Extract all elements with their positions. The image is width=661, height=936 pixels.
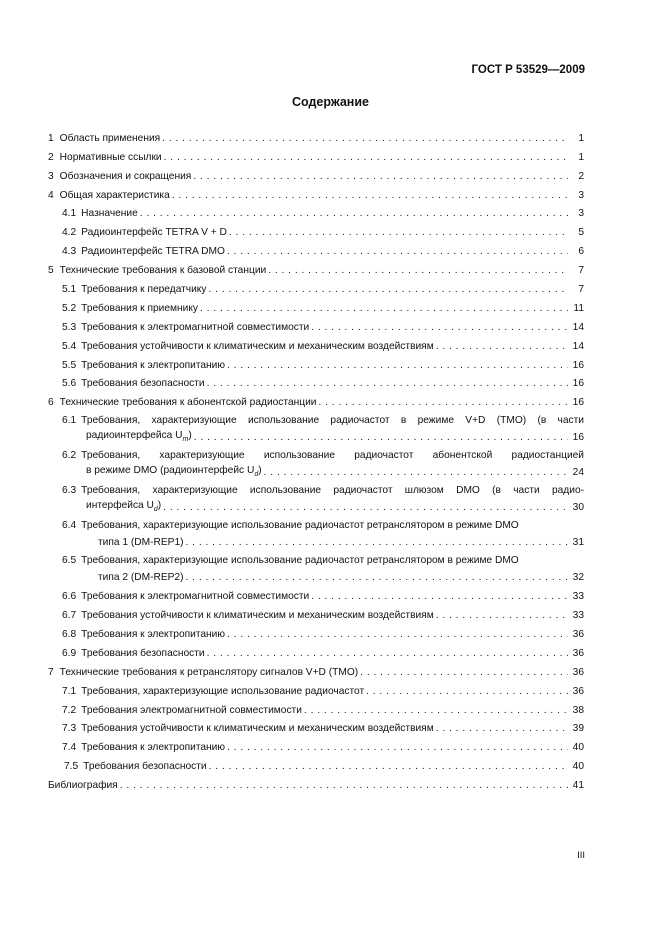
toc-entry[interactable] — [48, 734, 584, 753]
leader-dots — [200, 303, 568, 314]
toc-title: Нормативные ссылки — [59, 151, 162, 163]
toc-page: 3 — [578, 208, 584, 220]
toc-entry[interactable] — [48, 408, 584, 443]
toc-page: 31 — [572, 537, 584, 549]
toc-title-cont: типа 2 (DM-REP2) — [98, 572, 184, 584]
toc-entry[interactable] — [48, 678, 584, 697]
leader-dots — [172, 190, 568, 201]
toc-page: 3 — [578, 189, 584, 201]
leader-dots — [268, 265, 568, 276]
leader-dots — [436, 341, 568, 352]
toc-entry[interactable] — [48, 621, 584, 640]
toc-entry[interactable] — [48, 602, 584, 621]
toc-number: 4 — [48, 189, 54, 201]
leader-dots — [194, 432, 568, 443]
table-of-contents — [48, 125, 584, 791]
toc-entry[interactable] — [48, 548, 584, 583]
toc-page: 6 — [578, 246, 584, 258]
toc-entry[interactable] — [48, 333, 584, 352]
toc-page: 41 — [572, 780, 584, 792]
toc-page: 36 — [572, 685, 584, 697]
toc-page: 32 — [572, 572, 584, 584]
toc-title-cont: радиоинтерфейса $U_m$) — [86, 430, 192, 444]
toc-entry[interactable] — [48, 753, 584, 772]
toc-number: 6.6 — [62, 591, 77, 603]
toc-page: 16 — [572, 397, 584, 409]
leader-dots — [311, 591, 568, 602]
toc-entry[interactable] — [48, 201, 584, 220]
toc-page: 33 — [572, 610, 584, 622]
toc-page: 36 — [572, 666, 584, 678]
toc-entry[interactable] — [48, 276, 584, 295]
toc-entry[interactable] — [48, 716, 584, 735]
leader-dots — [264, 467, 568, 478]
toc-entry[interactable] — [48, 125, 584, 144]
toc-page: 16 — [572, 378, 584, 390]
toc-number: 5.1 — [62, 284, 77, 296]
toc-title: Требования к передатчику — [81, 284, 207, 296]
leader-dots — [207, 648, 568, 659]
leader-dots — [304, 705, 568, 716]
toc-title: Радиоинтерфейс TETRA V + D — [81, 227, 227, 239]
toc-title: Требования, характеризующие использование радиочастот ретранслятором в режиме DMO — [81, 554, 519, 566]
toc-number: 5.6 — [62, 378, 77, 390]
toc-title: Требования устойчивости к климатическим и механическим воздействиям — [81, 340, 434, 352]
toc-title: Обозначения и сокращения — [59, 170, 192, 182]
leader-dots — [436, 610, 568, 621]
leader-dots — [318, 397, 568, 408]
toc-entry[interactable] — [48, 513, 584, 548]
leader-dots — [207, 378, 568, 389]
toc-number: 7.4 — [62, 742, 77, 754]
toc-title: Требования, характеризующие использование радиочастот абонентской радиостанцией — [81, 449, 584, 461]
toc-title: Требования к электропитанию — [81, 629, 225, 641]
toc-title: Требования, характеризующие использование радиочастот в режиме V+D (TMO) (в части — [81, 414, 584, 426]
leader-dots — [366, 686, 568, 697]
toc-page: 7 — [578, 265, 584, 277]
toc-entry[interactable] — [48, 182, 584, 201]
toc-page: 36 — [572, 629, 584, 641]
toc-title: Требования к приемнику — [81, 302, 198, 314]
toc-page: 16 — [572, 359, 584, 371]
toc-entry[interactable] — [48, 352, 584, 371]
toc-number: 4.3 — [62, 246, 77, 258]
toc-entry[interactable] — [48, 144, 584, 163]
toc-number: 4.1 — [62, 208, 77, 220]
toc-title: Требования к электромагнитной совместимости — [81, 591, 310, 603]
toc-title-cont: типа 1 (DM-REP1) — [98, 537, 184, 549]
toc-number: 6 — [48, 397, 54, 409]
leader-dots — [164, 152, 568, 163]
toc-entry[interactable] — [48, 772, 584, 791]
toc-entry[interactable] — [48, 697, 584, 716]
toc-page: 11 — [573, 302, 584, 314]
leader-dots — [120, 780, 568, 791]
toc-title: Требования, характеризующие использование радиочастот — [81, 685, 365, 697]
toc-entry[interactable] — [48, 295, 584, 314]
leader-dots — [186, 537, 569, 548]
leader-dots — [311, 322, 568, 333]
toc-number: 6.3 — [62, 484, 77, 496]
toc-number: 7 — [48, 666, 54, 678]
toc-number: 6.9 — [62, 647, 77, 659]
toc-number: 4.2 — [62, 227, 77, 239]
toc-page: 1 — [578, 132, 584, 144]
leader-dots — [227, 629, 568, 640]
toc-title: Требования, характеризующие использование радиочастот ретранслятором в режиме DMO — [81, 519, 519, 531]
toc-entry[interactable] — [48, 163, 584, 182]
leader-dots — [163, 502, 568, 513]
toc-entry[interactable] — [48, 314, 584, 333]
toc-entry[interactable] — [48, 389, 584, 408]
leader-dots — [227, 360, 568, 371]
toc-number: 6.1 — [62, 414, 77, 426]
page-title: Содержание — [291, 95, 369, 109]
leader-dots — [360, 667, 568, 678]
toc-entry[interactable] — [48, 659, 584, 678]
toc-page: 2 — [578, 170, 584, 182]
leader-dots — [227, 246, 568, 257]
toc-entry[interactable] — [48, 238, 584, 257]
toc-number: 5.2 — [62, 302, 77, 314]
toc-page: 24 — [572, 467, 584, 479]
toc-page: 5 — [578, 227, 584, 239]
toc-entry[interactable] — [48, 219, 584, 238]
leader-dots — [436, 723, 568, 734]
leader-dots — [162, 133, 568, 144]
toc-page: 40 — [572, 742, 584, 754]
toc-title: Назначение — [81, 208, 138, 220]
toc-entry[interactable] — [48, 583, 584, 602]
toc-entry[interactable] — [48, 478, 584, 513]
toc-title: Общая характеристика — [59, 189, 170, 201]
toc-number: 7.2 — [62, 704, 77, 716]
toc-entry[interactable] — [48, 640, 584, 659]
toc-page: 30 — [572, 502, 584, 514]
leader-dots — [227, 742, 568, 753]
toc-page: 14 — [572, 340, 584, 352]
toc-title: Требования к электромагнитной совместимости — [81, 321, 310, 333]
toc-title: Технические требования к абонентской радиостанции — [59, 397, 317, 409]
toc-title: Требования устойчивости к климатическим и механическим воздействиям — [81, 723, 434, 735]
toc-page: 16 — [572, 432, 584, 444]
leader-dots — [140, 208, 568, 219]
toc-title-cont: интерфейса $U_d$) — [86, 500, 162, 514]
toc-title: Область применения — [59, 132, 161, 144]
toc-title-cont: в режиме DMO (радиоинтерфейс $U_d$) — [86, 465, 262, 479]
toc-number: 7.5 — [64, 761, 79, 773]
toc-number: 1 — [48, 132, 54, 144]
toc-entry[interactable] — [48, 443, 584, 478]
toc-number: 6.7 — [62, 610, 77, 622]
toc-number: 7.1 — [62, 685, 77, 697]
toc-number: 6.8 — [62, 629, 77, 641]
leader-dots — [186, 572, 569, 583]
toc-entry[interactable] — [48, 371, 584, 390]
toc-title: Требования, характеризующие использование радиочастот шлюзом DMO (в части радио- — [81, 484, 584, 496]
toc-title: Требования к электропитанию — [81, 359, 225, 371]
toc-page: 40 — [572, 761, 584, 773]
toc-number: 3 — [48, 170, 54, 182]
toc-page: 38 — [572, 704, 584, 716]
toc-page: 7 — [578, 284, 584, 296]
toc-title: Библиография — [48, 780, 118, 792]
toc-number: 5.3 — [62, 321, 77, 333]
toc-number: 6.4 — [62, 519, 77, 531]
toc-number: 5.4 — [62, 340, 77, 352]
toc-number: 5.5 — [62, 359, 77, 371]
toc-title: Технические требования к ретранслятору сигналов V+D (TMO) — [59, 666, 359, 678]
toc-entry[interactable] — [48, 257, 584, 276]
toc-number: 6.2 — [62, 449, 77, 461]
toc-page: 36 — [572, 647, 584, 659]
leader-dots — [209, 761, 568, 772]
toc-number: 7.3 — [62, 723, 77, 735]
toc-page: 39 — [572, 723, 584, 735]
toc-title: Требования электромагнитной совместимости — [81, 704, 302, 716]
toc-title: Требования безопасности — [81, 378, 205, 390]
toc-title: Технические требования к базовой станции — [59, 265, 267, 277]
toc-title: Требования устойчивости к климатическим и механическим воздействиям — [81, 610, 434, 622]
toc-title: Требования безопасности — [81, 647, 205, 659]
toc-title: Требования безопасности — [83, 761, 207, 773]
toc-number: 5 — [48, 265, 54, 277]
leader-dots — [208, 284, 568, 295]
toc-number: 2 — [48, 151, 54, 163]
page-number: III — [577, 850, 585, 861]
toc-title: Требования к электропитанию — [81, 742, 225, 754]
leader-dots — [193, 171, 568, 182]
toc-number: 6.5 — [62, 554, 77, 566]
toc-page: 33 — [572, 591, 584, 603]
toc-page: 1 — [578, 151, 584, 163]
toc-title: Радиоинтерфейс TETRA DMO — [81, 246, 225, 258]
toc-page: 14 — [572, 321, 584, 333]
leader-dots — [229, 227, 568, 238]
document-code: ГОСТ Р 53529—2009 — [471, 64, 585, 76]
